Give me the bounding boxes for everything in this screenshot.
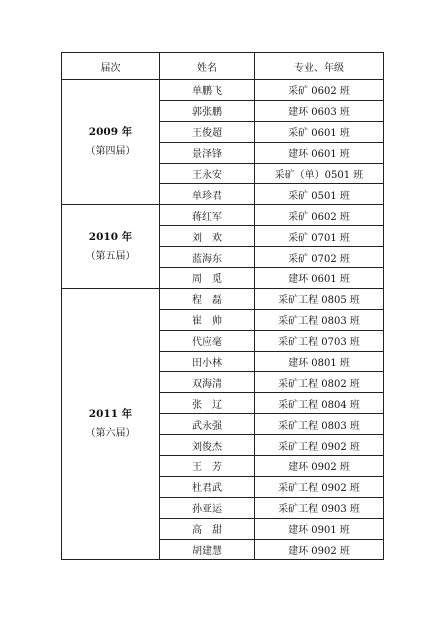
table-row bbox=[62, 288, 384, 309]
member-major: 采矿工程 0802 班 bbox=[255, 372, 384, 393]
member-name: 王俊超 bbox=[160, 121, 255, 142]
member-name: 单鹏飞 bbox=[160, 80, 255, 101]
member-major: 采矿工程 0903 班 bbox=[255, 497, 384, 518]
member-major: 建环 0603 班 bbox=[255, 100, 384, 121]
member-name: 高 甜 bbox=[160, 518, 255, 539]
member-name: 郭张鹏 bbox=[160, 100, 255, 121]
member-name: 周 觅 bbox=[160, 268, 255, 289]
member-name: 景泽锋 bbox=[160, 142, 255, 163]
member-name: 王 芳 bbox=[160, 456, 255, 477]
member-major: 采矿工程 0902 班 bbox=[255, 476, 384, 497]
member-major: 采矿 0602 班 bbox=[255, 205, 384, 226]
session-year: 2011 年 bbox=[88, 408, 133, 421]
member-name: 单珍君 bbox=[160, 184, 255, 205]
table-row bbox=[62, 80, 384, 101]
member-major: 采矿工程 0902 班 bbox=[255, 435, 384, 456]
member-major: 建环 0601 班 bbox=[255, 268, 384, 289]
member-major: 建环 0902 班 bbox=[255, 539, 384, 560]
session-cell bbox=[62, 205, 160, 289]
session-year: 2009 年 bbox=[88, 126, 133, 139]
member-name: 程 磊 bbox=[160, 288, 255, 309]
member-major: 采矿 0702 班 bbox=[255, 247, 384, 268]
header-name: 姓名 bbox=[160, 53, 255, 80]
member-major: 采矿 0602 班 bbox=[255, 80, 384, 101]
member-major: 采矿工程 0803 班 bbox=[255, 309, 384, 330]
member-major: 建环 0801 班 bbox=[255, 351, 384, 372]
member-major: 采矿（单）0501 班 bbox=[255, 163, 384, 184]
member-name: 代应毫 bbox=[160, 330, 255, 351]
member-name: 双海清 bbox=[160, 372, 255, 393]
member-name: 孙亚运 bbox=[160, 497, 255, 518]
member-name: 崔 帅 bbox=[160, 309, 255, 330]
header-major: 专业、年级 bbox=[255, 53, 384, 80]
member-name: 武永强 bbox=[160, 414, 255, 435]
header-session: 届次 bbox=[62, 53, 160, 80]
session-ordinal: （第五届） bbox=[85, 250, 136, 262]
header-row bbox=[62, 53, 384, 80]
member-major: 采矿工程 0804 班 bbox=[255, 393, 384, 414]
member-major: 采矿工程 0803 班 bbox=[255, 414, 384, 435]
member-name: 王永安 bbox=[160, 163, 255, 184]
member-major: 建环 0902 班 bbox=[255, 456, 384, 477]
member-name: 杜君武 bbox=[160, 476, 255, 497]
member-major: 采矿 0701 班 bbox=[255, 226, 384, 247]
session-ordinal: （第六届） bbox=[85, 428, 136, 440]
member-major: 建环 0601 班 bbox=[255, 142, 384, 163]
roster-body bbox=[62, 80, 384, 560]
member-major: 采矿工程 0805 班 bbox=[255, 288, 384, 309]
member-name: 田小林 bbox=[160, 351, 255, 372]
member-name: 刘俊杰 bbox=[160, 435, 255, 456]
member-major: 采矿工程 0703 班 bbox=[255, 330, 384, 351]
member-name: 胡建慧 bbox=[160, 539, 255, 560]
member-name: 蒋红军 bbox=[160, 205, 255, 226]
member-name: 蓝海东 bbox=[160, 247, 255, 268]
session-cell bbox=[62, 80, 160, 205]
session-ordinal: （第四届） bbox=[85, 146, 136, 158]
member-name: 张 辽 bbox=[160, 393, 255, 414]
member-name: 刘 欢 bbox=[160, 226, 255, 247]
member-major: 建环 0901 班 bbox=[255, 518, 384, 539]
member-major: 采矿 0501 班 bbox=[255, 184, 384, 205]
member-major: 采矿 0601 班 bbox=[255, 121, 384, 142]
session-year: 2010 年 bbox=[88, 230, 133, 243]
roster-table bbox=[61, 52, 384, 560]
table-row bbox=[62, 205, 384, 226]
session-cell bbox=[62, 288, 160, 560]
